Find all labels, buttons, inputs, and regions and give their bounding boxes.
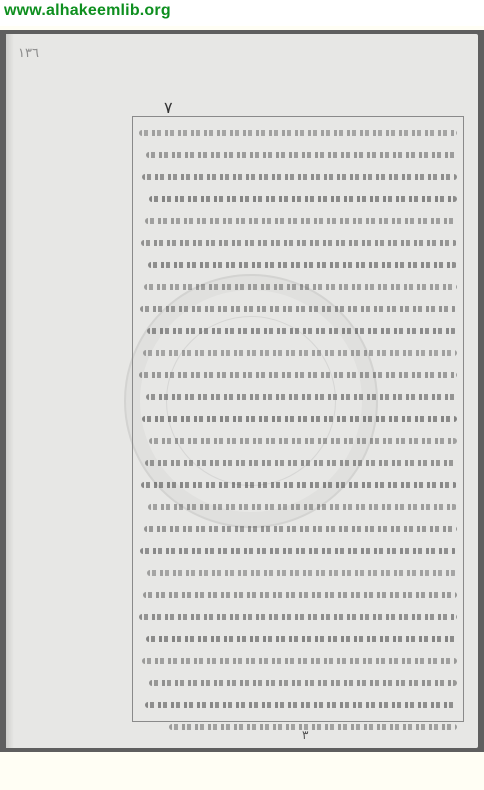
manuscript-line: [139, 165, 457, 187]
scan-frame: [0, 30, 484, 752]
handwriting-stroke: [146, 636, 457, 642]
manuscript-line: [139, 605, 457, 627]
handwriting-stroke: [139, 130, 457, 136]
handwriting-stroke: [141, 482, 457, 488]
manuscript-line: [139, 363, 457, 385]
handwriting-stroke: [145, 460, 457, 466]
manuscript-line: [139, 319, 457, 341]
handwriting-stroke: [147, 328, 457, 334]
manuscript-text-block: [132, 116, 464, 722]
manuscript-line: [139, 187, 457, 209]
handwriting-stroke: [142, 416, 457, 422]
site-header: [0, 0, 484, 26]
handwriting-stroke: [140, 548, 457, 554]
manuscript-line: [139, 143, 457, 165]
handwriting-stroke: [148, 262, 457, 268]
handwriting-stroke: [145, 218, 457, 224]
handwriting-stroke: [144, 284, 457, 290]
manuscript-line: [139, 517, 457, 539]
footer-band: [0, 752, 484, 790]
site-link[interactable]: www.alhakeemlib.org: [4, 2, 171, 19]
handwriting-stroke: [169, 724, 457, 730]
page-number: ١٣٦: [18, 46, 39, 61]
manuscript-line: [139, 429, 457, 451]
handwriting-stroke: [149, 196, 457, 202]
handwriting-stroke: [147, 570, 457, 576]
manuscript-line: [139, 385, 457, 407]
handwriting-stroke: [144, 526, 457, 532]
manuscript-line: [139, 341, 457, 363]
manuscript-line: [139, 693, 457, 715]
manuscript-line: [139, 407, 457, 429]
manuscript-line: [139, 451, 457, 473]
handwriting-stroke: [149, 680, 457, 686]
handwriting-stroke: [148, 504, 457, 510]
handwriting-stroke: [140, 306, 457, 312]
manuscript-line: [139, 649, 457, 671]
handwriting-stroke: [141, 240, 457, 246]
handwriting-stroke: [139, 372, 457, 378]
manuscript-line: [139, 275, 457, 297]
catchword-mark: ٣: [302, 728, 309, 742]
manuscript-line: [139, 297, 457, 319]
manuscript-line: [139, 253, 457, 275]
manuscript-line: [139, 121, 457, 143]
manuscript-line: [139, 495, 457, 517]
handwriting-stroke: [146, 152, 457, 158]
manuscript-line: [139, 209, 457, 231]
manuscript-line: [139, 671, 457, 693]
manuscript-line: [139, 583, 457, 605]
folio-number: ٧: [164, 98, 173, 117]
manuscript-page: [6, 34, 478, 748]
handwriting-stroke: [143, 592, 457, 598]
manuscript-line: [139, 231, 457, 253]
manuscript-line: [139, 627, 457, 649]
handwriting-stroke: [143, 350, 457, 356]
handwriting-stroke: [146, 394, 457, 400]
manuscript-line: [139, 539, 457, 561]
handwriting-stroke: [149, 438, 457, 444]
handwriting-stroke: [142, 174, 457, 180]
manuscript-line: [139, 561, 457, 583]
handwriting-stroke: [142, 658, 457, 664]
manuscript-line: [139, 473, 457, 495]
handwriting-stroke: [145, 702, 457, 708]
manuscript-line: [139, 715, 457, 737]
handwriting-stroke: [139, 614, 457, 620]
